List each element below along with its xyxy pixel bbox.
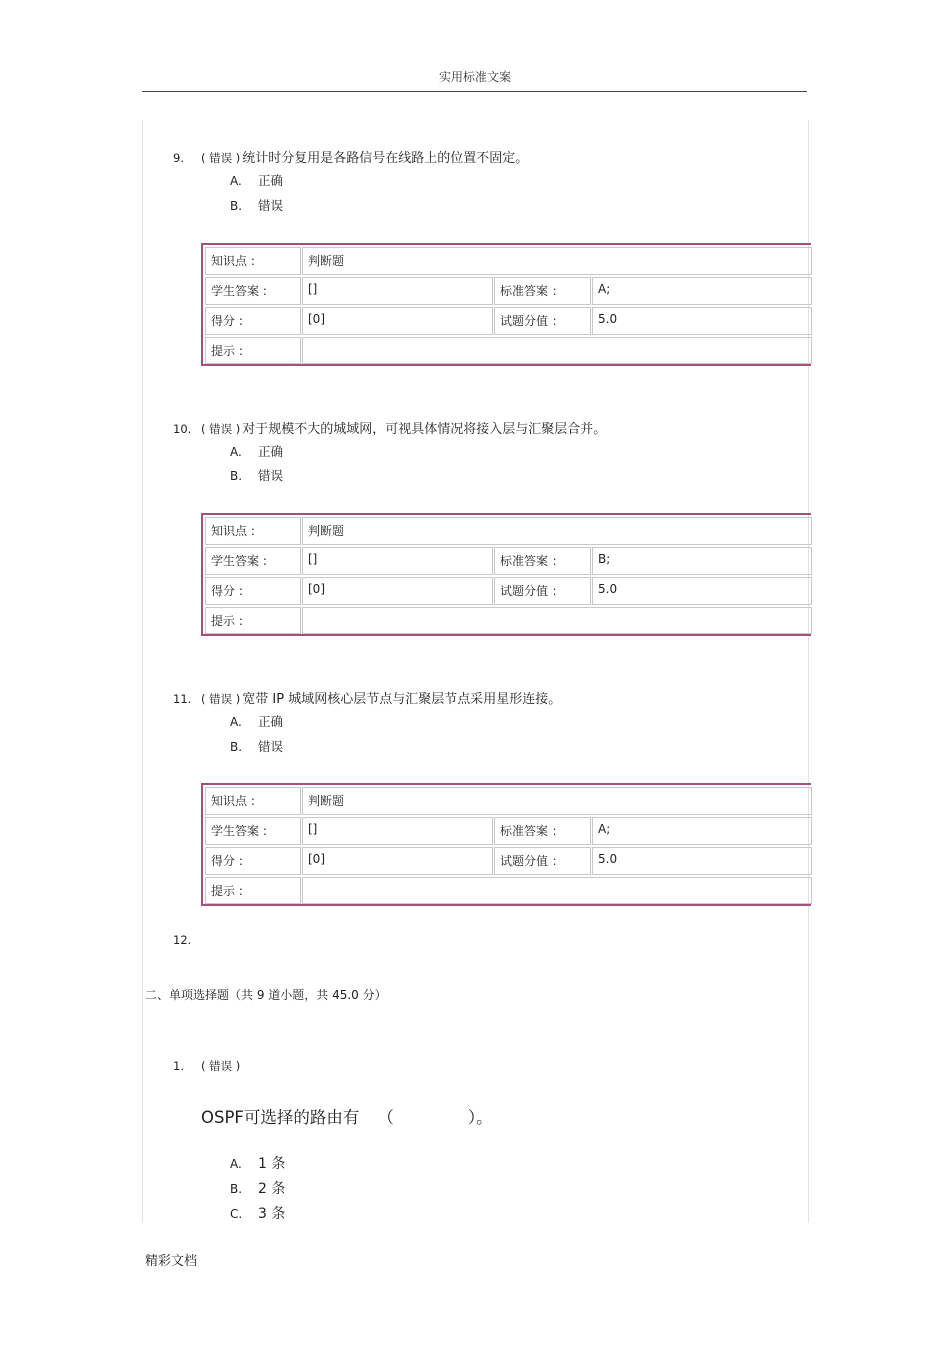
question-10 <box>173 418 606 437</box>
standard-answer-value: A; <box>592 817 812 845</box>
question-number: 12. <box>173 933 192 947</box>
mc-question-1 <box>173 1058 242 1074</box>
score-value: [0] <box>302 847 493 875</box>
option-a[interactable] <box>230 1153 285 1173</box>
question-9 <box>173 147 528 166</box>
question-status: ( 错误 ) <box>201 692 241 706</box>
hint-value <box>302 337 812 364</box>
question-text: 统计时分复用是各路信号在线路上的位置不固定。 <box>242 151 529 166</box>
option-text: 2 条 <box>258 1181 286 1197</box>
question-status: ( 错误 ) <box>201 1059 241 1073</box>
option-letter: A. <box>230 445 242 459</box>
question-12 <box>173 933 201 948</box>
standard-answer-value: A; <box>592 277 812 305</box>
option-letter: A. <box>230 1157 242 1171</box>
hint-value <box>302 877 812 904</box>
option-letter: B. <box>230 740 243 754</box>
points-label: 试题分值 ： <box>494 847 591 875</box>
points-value: 5.0 <box>592 847 812 875</box>
blank-open-paren: （ <box>377 1108 394 1127</box>
question-number: 9. <box>173 151 184 165</box>
option-text: 错误 <box>258 739 284 754</box>
option-letter: A. <box>230 715 242 729</box>
standard-answer-value: B; <box>592 547 812 575</box>
option-text: 1 条 <box>258 1156 286 1172</box>
option-letter: A. <box>230 174 242 188</box>
question-stem: OSPF可选择的路由有 <box>201 1108 360 1127</box>
points-value: 5.0 <box>592 577 812 605</box>
hint-value <box>302 607 812 634</box>
mc-question-text <box>201 1104 493 1128</box>
blank-close-paren: ）。 <box>467 1108 493 1127</box>
answer-info-table <box>201 243 811 366</box>
option-b[interactable] <box>230 737 283 755</box>
option-text: 正确 <box>258 714 284 729</box>
question-status: ( 错误 ) <box>201 151 241 165</box>
page-footer-text: 精彩文档 <box>145 1254 198 1269</box>
option-letter: B. <box>230 469 243 483</box>
knowledge-label: 知识点 : <box>205 247 301 275</box>
question-number: 10. <box>173 422 192 436</box>
question-number: 1. <box>173 1059 184 1073</box>
question-status: ( 错误 ) <box>201 422 241 436</box>
standard-answer-label: 标准答案 ： <box>494 277 591 305</box>
header-divider <box>142 91 807 92</box>
score-label: 得分 : <box>205 307 301 335</box>
question-text: 宽带 IP 城域网核心层节点与汇聚层节点采用星形连接。 <box>242 692 562 707</box>
score-value: [0] <box>302 577 493 605</box>
standard-answer-label: 标准答案 ： <box>494 817 591 845</box>
question-11 <box>173 688 561 707</box>
hint-label: 提示 : <box>205 337 301 364</box>
knowledge-value: 判断题 <box>302 247 812 275</box>
page-header-title: 实用标准文案 <box>438 70 511 84</box>
option-text: 错误 <box>258 198 284 213</box>
score-value: [0] <box>302 307 493 335</box>
student-answer-value: [] <box>302 547 493 575</box>
option-letter: B. <box>230 199 243 213</box>
option-letter: B. <box>230 1182 243 1196</box>
knowledge-label: 知识点 : <box>205 787 301 815</box>
section-title: 二、单项选择题（共 9 道小题，共 45.0 分） <box>145 988 387 1002</box>
points-value: 5.0 <box>592 307 812 335</box>
option-a[interactable] <box>230 712 283 730</box>
student-answer-label: 学生答案 : <box>205 817 301 845</box>
option-c[interactable] <box>230 1203 285 1223</box>
points-label: 试题分值 ： <box>494 577 591 605</box>
option-b[interactable] <box>230 196 283 214</box>
question-number: 11. <box>173 692 192 706</box>
student-answer-label: 学生答案 : <box>205 277 301 305</box>
content-frame-left-border <box>142 120 143 1223</box>
student-answer-label: 学生答案 : <box>205 547 301 575</box>
option-text: 3 条 <box>258 1206 286 1222</box>
knowledge-label: 知识点 : <box>205 517 301 545</box>
hint-label: 提示 : <box>205 877 301 904</box>
student-answer-value: [] <box>302 277 493 305</box>
option-a[interactable] <box>230 442 283 460</box>
answer-info-table <box>201 783 811 906</box>
score-label: 得分 : <box>205 577 301 605</box>
score-label: 得分 : <box>205 847 301 875</box>
option-text: 正确 <box>258 173 284 188</box>
knowledge-value: 判断题 <box>302 787 812 815</box>
option-b[interactable] <box>230 1178 285 1198</box>
option-b[interactable] <box>230 466 283 484</box>
question-text: 对于规模不大的城域网，可视具体情况将接入层与汇聚层合并。 <box>242 422 607 437</box>
hint-label: 提示 : <box>205 607 301 634</box>
option-a[interactable] <box>230 171 283 189</box>
option-letter: C. <box>230 1207 243 1221</box>
answer-info-table <box>201 513 811 636</box>
option-text: 错误 <box>258 468 284 483</box>
option-text: 正确 <box>258 444 284 459</box>
points-label: 试题分值 ： <box>494 307 591 335</box>
standard-answer-label: 标准答案 ： <box>494 547 591 575</box>
knowledge-value: 判断题 <box>302 517 812 545</box>
student-answer-value: [] <box>302 817 493 845</box>
